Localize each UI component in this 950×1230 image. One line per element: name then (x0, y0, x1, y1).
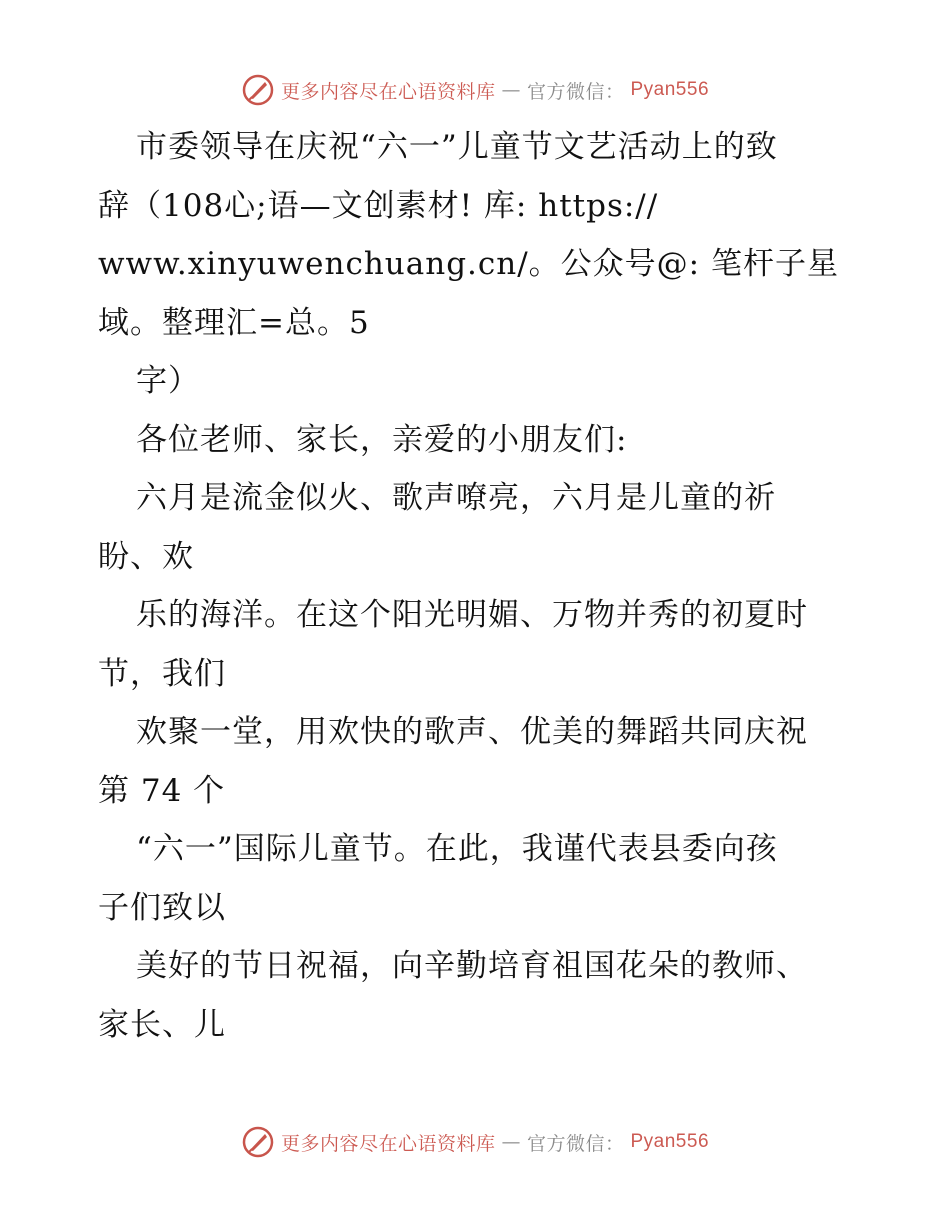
text-line: 欢聚一堂，用欢快的歌声、优美的舞蹈共同庆祝 (136, 714, 808, 750)
watermark-dash: — (501, 1131, 521, 1153)
text-line: 辞（108心;语—文创素材! 库: https:// (98, 187, 659, 224)
text-line: 各位老师、家长，亲爱的小朋友们: (136, 421, 628, 458)
text-line: 节，我们 (98, 655, 226, 692)
watermark-site: 更多内容尽在心语资料库 (280, 80, 496, 103)
watermark-id: Pyan556 (630, 79, 710, 100)
quill-logo-icon (241, 1125, 275, 1159)
watermark-site: 更多内容尽在心语资料库 (280, 1132, 496, 1155)
watermark-id: Pyan556 (630, 1131, 710, 1152)
watermark-dash: — (501, 79, 521, 101)
header-watermark (0, 72, 950, 108)
text-line: 乐的海洋。在这个阳光明媚、万物并秀的初夏时 (136, 597, 808, 633)
text-line: 美好的节日祝福，向辛勤培育祖国花朵的教师、 (136, 948, 808, 984)
watermark-official: 官方微信： (526, 80, 625, 103)
text-line: 第 74 个 (98, 772, 226, 809)
text-line: 域。整理汇=总。5 (98, 304, 370, 341)
text-line: 家长、儿 (98, 1006, 226, 1043)
text-line: 字） (136, 363, 200, 399)
document-body (98, 118, 858, 1054)
text-line: 市委领导在庆祝“六一”儿童节文艺活动上的致 (136, 129, 778, 165)
text-line: 盼、欢 (98, 538, 194, 575)
text-line: 子们致以 (98, 889, 226, 926)
text-line: 六月是流金似火、歌声嘹亮，六月是儿童的祈 (136, 480, 776, 516)
footer-watermark (0, 1124, 950, 1160)
text-line: “六一”国际儿童节。在此，我谨代表县委向孩 (136, 831, 778, 867)
quill-logo-icon (241, 73, 275, 107)
text-line: www.xinyuwenchuang.cn/。公众号@: 笔杆子星 (98, 246, 839, 282)
watermark-official: 官方微信： (526, 1132, 625, 1155)
